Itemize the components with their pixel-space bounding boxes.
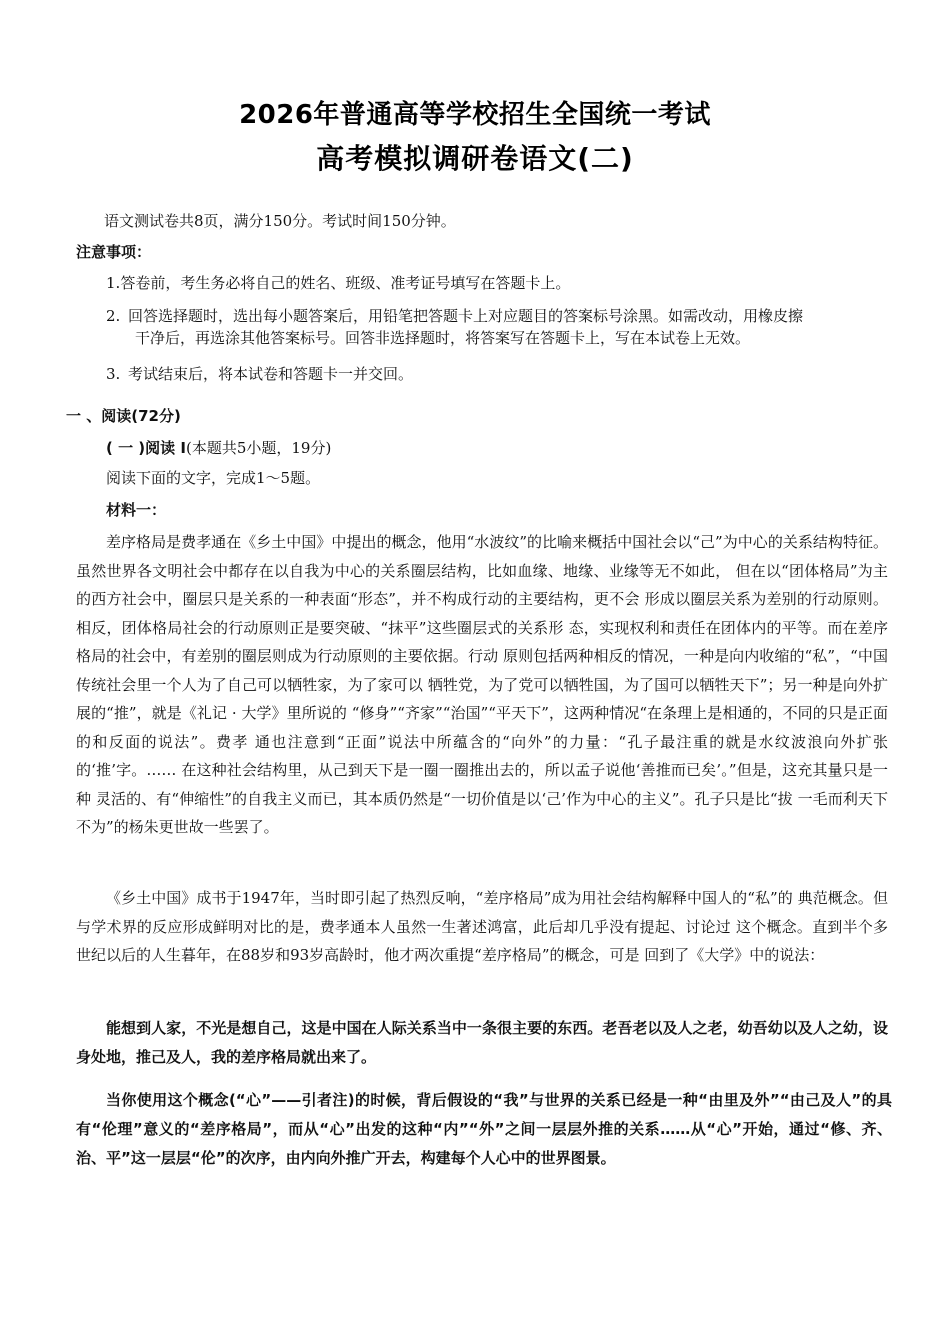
reading-instruction: 阅读下面的文字，完成1～5题。 bbox=[106, 469, 321, 487]
exam-subtitle: 高考模拟调研卷语文(二) bbox=[316, 142, 634, 175]
notice-item-2 bbox=[106, 306, 803, 326]
notice-item-number: 1. bbox=[106, 274, 121, 292]
notice-item-text: 回答选择题时，选出每小题答案后，用铅笔把答题卡上对应题目的答案标号涂黑。如需改动，用橡皮擦 bbox=[128, 307, 804, 325]
subsection-note: (本题共5小题，19分) bbox=[185, 439, 332, 457]
notice-heading: 注意事项： bbox=[76, 243, 152, 261]
subsection-heading bbox=[106, 438, 331, 458]
material-label: 材料一： bbox=[106, 501, 167, 519]
notice-item-2-continued: 干净后，再选涂其他答案标号。回答非选择题时，将答案写在答题卡上，写在本试卷上无效。 bbox=[135, 329, 751, 347]
section-heading: 一 、阅读(72分) bbox=[66, 407, 181, 425]
notice-item-number: 3. bbox=[106, 365, 121, 383]
intro-text: 语文测试卷共8页，满分150分。考试时间150分钟。 bbox=[104, 212, 456, 230]
notice-item-number: 2. bbox=[106, 307, 121, 325]
paragraph-2: 《乡土中国》成书于1947年，当时即引起了热烈反响，“差序格局”成为用社会结构解释中国人的“私”的 典范概念。但与学术界的反应形成鲜明对比的是，费孝通本人虽然一生著述鸿富，此后却几乎没有提起、讨论过 这个概念。直到半个多世纪以后的人生暮年，在88岁和93岁高龄时，他才两次重提“差序格局”的概念，可是 回到了《大学》中的说法： bbox=[76, 889, 888, 964]
notice-item-text: 答卷前，考生务必将自己的姓名、班级、准考证号填写在答题卡上。 bbox=[120, 274, 571, 292]
notice-item-text: 考试结束后，将本试卷和答题卡一并交回。 bbox=[128, 365, 414, 383]
subsection-label: ( 一 )阅读 Ⅰ bbox=[106, 439, 186, 457]
notice-item-3 bbox=[106, 364, 413, 384]
notice-item-1 bbox=[106, 273, 570, 293]
block-quote: 能想到人家，不光是想自己，这是中国在人际关系当中一条很主要的东西。老吾老以及人之老，幼吾幼以及人之幼，设身处地，推己及人，我的差序格局就出来了。 bbox=[76, 1019, 888, 1066]
paragraph-3: 当你使用这个概念(“心”——引者注)的时候，背后假设的“我”与世界的关系已经是一种“由里及外”“由己及人”的具有“伦理”意义的“差序格局”，而从“心”出发的这种“内”“外”之间一层层外推的关系……从“心”开始，通过“修、齐、治、平”这一层层“伦”的次序，由内向外推广开去，构建每个人心中的世界图景。 bbox=[76, 1091, 892, 1167]
paragraph-1: 差序格局是费孝通在《乡土中国》中提出的概念，他用“水波纹”的比喻来概括中国社会以“己”为中心的关系结构特征。虽然世界各文明社会中都存在以自我为中心的关系圈层结构，比如血缘、地缘、业缘等无不如此， 但在以“团体格局”为主的西方社会中，圈层只是关系的一种表面“形态”，并不构成行动的主要结构，更不会 形成以圈层关系为差别的行动原则。相反，团体格局社会的行动原则正是要突破、“抹平”这些圈层式的关系形 态，实现权利和责任在团体内的平等。而在差序格局的社会中，有差别的圈层则成为行动原则的主要依据。行动 原则包括两种相反的情况，一种是向内收缩的“私”，“中国传统社会里一个人为了自己可以牺牲家，为了家可以 牺牲党，为了党可以牺牲国，为了国可以牺牲天下”；另一种是向外扩展的“推”，就是《礼记 · 大学》里所说的 “修身”“齐家”“治国”“平天下”，这两种情况“在条理上是相通的，不同的只是正面的和反面的说法”。费孝 通也注意到“正面”说法中所蕴含的“向外”的力量：“孔子最注重的就是水纹波浪向外扩张的‘推’字。…… 在这种社会结构里，从己到天下是一圈一圈推出去的，所以孟子说他‘善推而已矣’。”但是，这充其量只是一种 灵活的、有“伸缩性”的自我主义而已，其本质仍然是“一切价值是以‘己’作为中心的主义”。孔子只是比“拔 一毛而利天下不为”的杨朱更世故一些罢了。 bbox=[76, 533, 888, 836]
exam-title: 2026年普通高等学校招生全国统一考试 bbox=[239, 100, 711, 130]
